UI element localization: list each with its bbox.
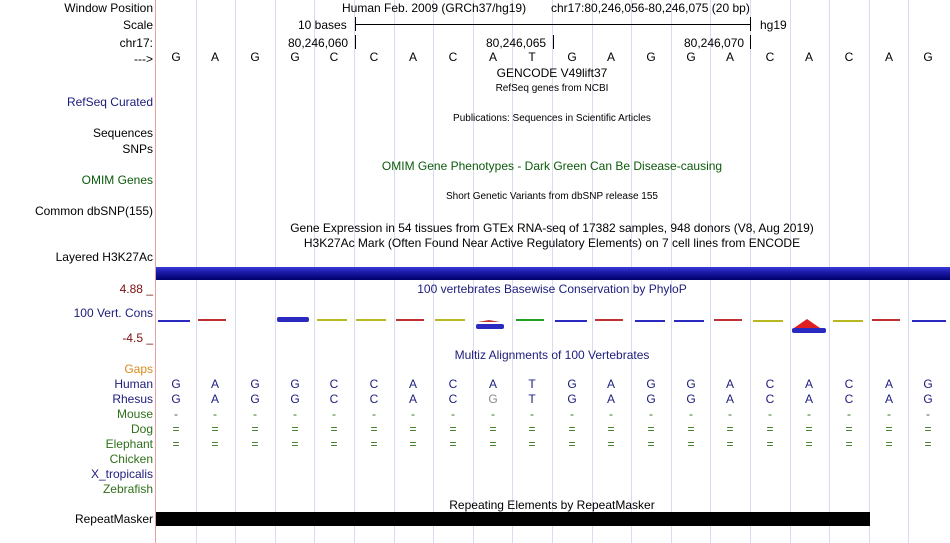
alignment-base: = [766, 437, 774, 451]
alignment-base: A [884, 377, 893, 391]
alignment-base: A [210, 392, 219, 406]
alignment-base: G [171, 377, 181, 391]
base-letter: A [488, 50, 497, 64]
alignment-base: A [804, 392, 813, 406]
tick-label: 80,246,070 [684, 36, 745, 50]
alignment-base: A [408, 392, 417, 406]
alignment-base: - [926, 407, 930, 421]
alignment-base: - [768, 407, 772, 421]
alignment-base: - [728, 407, 732, 421]
sequences-label[interactable]: Sequences [92, 126, 153, 140]
alignment-base: = [766, 422, 774, 436]
refseq-curated-label[interactable]: RefSeq Curated [66, 95, 153, 109]
base-letter: A [606, 50, 615, 64]
alignment-base: A [488, 377, 497, 391]
alignment-base: = [687, 437, 695, 451]
alignment-base: = [172, 437, 180, 451]
alignment-base: C [448, 377, 458, 391]
gencode-track-title[interactable]: GENCODE V49lift37 [496, 66, 608, 80]
vert-cons-label[interactable]: 100 Vert. Cons [73, 306, 153, 320]
h3k27ac-track-title[interactable]: H3K27Ac Mark (Often Found Near Active Regulatory Elements) on 7 cell lines from ENCODE [303, 236, 801, 250]
alignment-base: = [449, 422, 457, 436]
species-label[interactable]: Rhesus [112, 392, 153, 406]
alignment-base: = [291, 437, 299, 451]
alignment-base: = [370, 437, 378, 451]
base-letter: G [290, 50, 300, 64]
alignment-base: - [213, 407, 217, 421]
alignment-base: G [171, 392, 181, 406]
position-title: chr17:80,246,056-80,246,075 (20 bp) [551, 1, 750, 15]
alignment-base: - [887, 407, 891, 421]
alignment-base: A [804, 377, 813, 391]
base-letter: A [210, 50, 219, 64]
alignment-base: C [844, 392, 854, 406]
alignment-base: - [570, 407, 574, 421]
alignment-base: = [211, 422, 219, 436]
base-letter: G [646, 50, 656, 64]
alignment-base: T [528, 377, 536, 391]
base-letter: A [408, 50, 417, 64]
alignment-base: = [528, 422, 536, 436]
alignment-base: = [607, 437, 615, 451]
alignment-base: G [290, 377, 300, 391]
alignment-base: = [568, 422, 576, 436]
alignment-base: A [210, 377, 219, 391]
phylop-marks [158, 317, 946, 333]
h3k27ac-signal[interactable] [156, 267, 950, 280]
alignment-base: = [251, 437, 259, 451]
alignment-base: = [330, 422, 338, 436]
species-label[interactable]: Mouse [116, 407, 153, 421]
alignment-base: = [251, 422, 259, 436]
base-letter: C [844, 50, 854, 64]
alignment-base: G [923, 392, 933, 406]
alignment-base: - [649, 407, 653, 421]
alignment-base: G [686, 392, 696, 406]
alignment-base: - [609, 407, 613, 421]
alignment-base: = [409, 437, 417, 451]
multiz-track-title[interactable]: Multiz Alignments of 100 Vertebrates [454, 348, 650, 362]
scale-label: Scale [122, 18, 153, 32]
alignment-base: - [689, 407, 693, 421]
alignment-base: = [885, 437, 893, 451]
alignment-base: T [528, 392, 536, 406]
gtex-track-title[interactable]: Gene Expression in 54 tissues from GTEx RNA-seq of 17382 samples, 948 donors (V8, Aug 2019) [290, 221, 814, 235]
alignment-base: = [805, 437, 813, 451]
strand-label[interactable]: ---> [134, 52, 153, 66]
alignment-base: - [530, 407, 534, 421]
alignment-base: G [686, 377, 696, 391]
species-label[interactable]: Human [114, 377, 153, 391]
cons-max-label: 4.88 _ [119, 282, 153, 296]
alignment-base: C [844, 377, 854, 391]
base-letter: C [329, 50, 339, 64]
alignment-base: - [372, 407, 376, 421]
alignment-base: = [885, 422, 893, 436]
alignment-base: C [329, 392, 339, 406]
alignment-base: C [448, 392, 458, 406]
tick-mark [553, 35, 554, 49]
refseq-track-title[interactable]: RefSeq genes from NCBI [495, 83, 609, 94]
alignment-base: G [923, 377, 933, 391]
alignment-base: = [647, 422, 655, 436]
alignment-base: = [489, 437, 497, 451]
alignment-base: - [451, 407, 455, 421]
base-letter: T [528, 50, 536, 64]
base-letter: A [884, 50, 893, 64]
tick-mark [750, 35, 751, 49]
alignment-base: = [845, 437, 853, 451]
window-position-label: Window Position [64, 1, 153, 15]
alignment-base: = [449, 437, 457, 451]
alignment-base: - [807, 407, 811, 421]
base-letter: G [923, 50, 933, 64]
alignment-base: - [293, 407, 297, 421]
alignment-base: = [568, 437, 576, 451]
base-letter: A [804, 50, 813, 64]
alignment-base: = [924, 437, 932, 451]
alignment-base: G [567, 392, 577, 406]
alignment-base: G [250, 377, 260, 391]
cons-min-label: -4.5 _ [122, 331, 153, 345]
base-letter: A [725, 50, 734, 64]
tick-label: 80,246,060 [288, 36, 349, 50]
alignment-base: = [291, 422, 299, 436]
species-label[interactable]: Chicken [109, 452, 153, 466]
alignment-base: - [253, 407, 257, 421]
alignment-base: = [528, 437, 536, 451]
alignment-base: = [489, 422, 497, 436]
scale-text: 10 bases [298, 18, 347, 32]
chr-label: chr17: [119, 36, 153, 50]
common-dbsnp-label[interactable]: Common dbSNP(155) [34, 204, 153, 218]
species-label[interactable]: Zebrafish [102, 482, 153, 496]
alignment-base: = [647, 437, 655, 451]
alignment-base: - [174, 407, 178, 421]
phylop-track-title[interactable]: 100 vertebrates Basewise Conservation by PhyloP [417, 282, 687, 296]
alignment-base: - [491, 407, 495, 421]
alignment-base: C [369, 377, 379, 391]
alignment-base: C [329, 377, 339, 391]
omim-track-title[interactable]: OMIM Gene Phenotypes - Dark Green Can Be Disease-causing [381, 159, 723, 173]
publications-track-title[interactable]: Publications: Sequences in Scientific Articles [453, 113, 651, 124]
scale-bar-right [750, 17, 751, 31]
alignment-base: - [411, 407, 415, 421]
alignment-base: = [330, 437, 338, 451]
species-label[interactable]: X_tropicalis [90, 467, 153, 481]
alignment-base: = [805, 422, 813, 436]
species-label[interactable]: Dog [130, 422, 153, 436]
alignment-base: = [607, 422, 615, 436]
alignment-base: = [726, 437, 734, 451]
alignment-base: A [606, 377, 615, 391]
alignment-base: C [765, 377, 775, 391]
alignment-base: = [370, 422, 378, 436]
alignment-base: C [765, 392, 775, 406]
layered-h3k27ac-label[interactable]: Layered H3K27Ac [55, 250, 153, 264]
assembly-title: Human Feb. 2009 (GRCh37/hg19) [342, 1, 527, 15]
alignment-base: = [726, 422, 734, 436]
base-letter: G [686, 50, 696, 64]
alignment-base: G [646, 392, 656, 406]
alignment-base: - [332, 407, 336, 421]
base-letter: G [567, 50, 577, 64]
alignment-base: = [211, 437, 219, 451]
alignment-base: A [408, 377, 417, 391]
alignment-base: = [687, 422, 695, 436]
repeatmasker-label[interactable]: RepeatMasker [74, 512, 153, 526]
alignment-base: = [924, 422, 932, 436]
alignment-base: A [884, 392, 893, 406]
base-letter: G [171, 50, 181, 64]
alignment-base: C [369, 392, 379, 406]
species-label[interactable]: Elephant [105, 437, 153, 451]
repeat-element-bar[interactable] [156, 512, 870, 526]
tick-mark [355, 35, 356, 49]
alignment-base: G [488, 392, 498, 406]
omim-genes-label[interactable]: OMIM Genes [81, 173, 153, 187]
tick-label: 80,246,065 [486, 36, 547, 50]
alignment-base: A [725, 377, 734, 391]
scale-bar [355, 24, 751, 25]
dbsnp-track-title[interactable]: Short Genetic Variants from dbSNP release 155 [446, 191, 658, 202]
alignment-base: - [847, 407, 851, 421]
base-letter: C [765, 50, 775, 64]
alignment-base: G [646, 377, 656, 391]
db-label: hg19 [760, 18, 787, 32]
base-letter: C [448, 50, 458, 64]
base-letter: G [250, 50, 260, 64]
alignment-base: = [172, 422, 180, 436]
gaps-label[interactable]: Gaps [124, 362, 153, 376]
alignment-base: G [567, 377, 577, 391]
alignment-base: A [606, 392, 615, 406]
repeat-track-title[interactable]: Repeating Elements by RepeatMasker [449, 498, 655, 512]
phylop-logo[interactable] [156, 300, 950, 340]
alignment-base: = [845, 422, 853, 436]
alignment-base: G [290, 392, 300, 406]
snps-label[interactable]: SNPs [122, 142, 153, 156]
alignment-base: A [725, 392, 734, 406]
base-letter: C [369, 50, 379, 64]
alignment-base: G [250, 392, 260, 406]
alignment-base: = [409, 422, 417, 436]
